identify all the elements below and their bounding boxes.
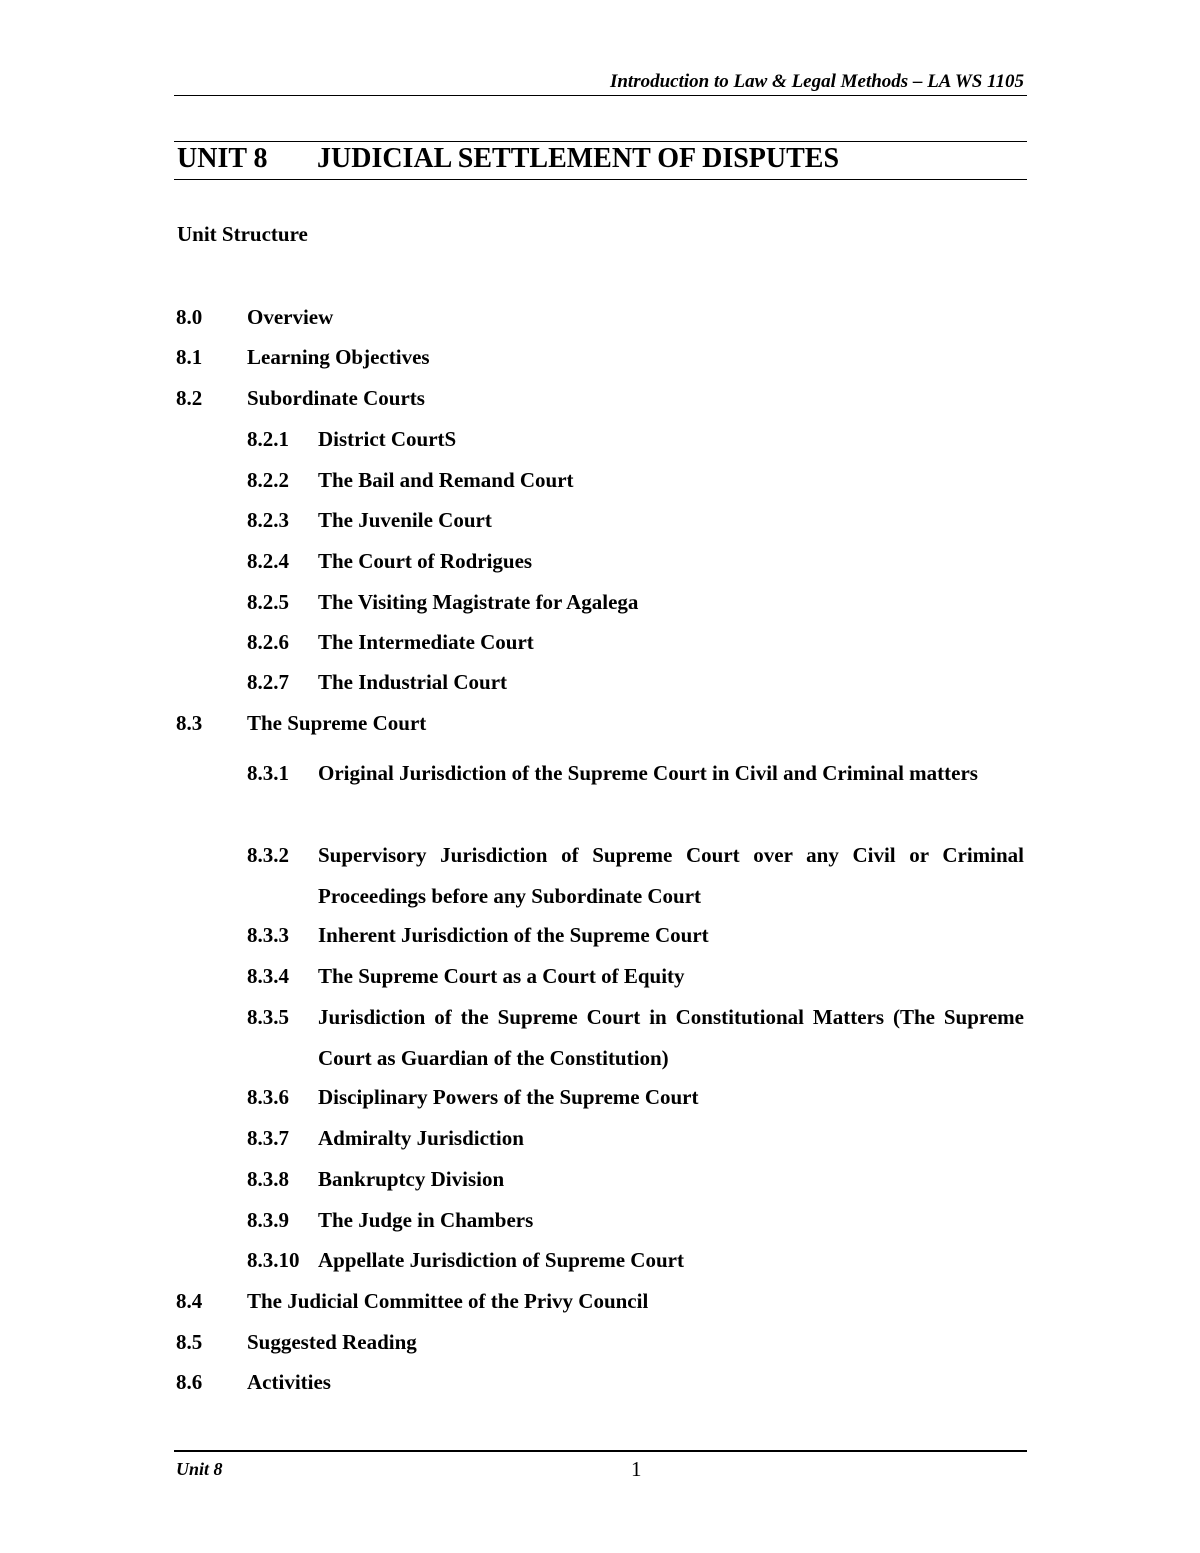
toc-title: The Industrial Court: [318, 670, 508, 694]
toc-number: 8.3: [176, 711, 203, 735]
toc-number: 8.2.2: [247, 468, 289, 492]
unit-title: [177, 143, 839, 175]
toc-number: 8.2.4: [247, 549, 289, 573]
toc-title: The Juvenile Court: [318, 508, 492, 532]
toc-number: 8.2.7: [247, 670, 289, 694]
toc-title: Inherent Jurisdiction of the Supreme Court: [318, 923, 709, 947]
title-bottom-rule: [174, 179, 1027, 180]
toc-number: 8.3.1: [247, 761, 289, 785]
toc-title: Learning Objectives: [247, 345, 430, 369]
toc-title: Admiralty Jurisdiction: [318, 1126, 524, 1150]
toc-number: 8.2.5: [247, 590, 289, 614]
toc-number: 8.2: [176, 386, 203, 410]
toc-title: The Bail and Remand Court: [318, 468, 574, 492]
toc-number: 8.3.10: [247, 1248, 300, 1272]
toc-title: District CourtS: [318, 427, 457, 451]
toc-title: The Judicial Committee of the Privy Council: [247, 1289, 649, 1313]
toc-number: 8.3.6: [247, 1085, 289, 1109]
toc-title: Subordinate Courts: [247, 386, 425, 410]
toc-title: Original Jurisdiction of the Supreme Court in Civil and Criminal matters: [318, 761, 978, 785]
header-rule: [174, 95, 1027, 96]
toc-title: Suggested Reading: [247, 1330, 417, 1354]
toc-number: 8.2.3: [247, 508, 289, 532]
toc-number: 8.3.8: [247, 1167, 289, 1191]
toc-title: Bankruptcy Division: [318, 1167, 505, 1191]
toc-number: 8.6: [176, 1370, 203, 1394]
toc-number: 8.3.3: [247, 923, 289, 947]
toc-number: 8.3.2: [247, 843, 289, 867]
toc-number: 8.3.9: [247, 1208, 289, 1232]
toc-title: The Judge in Chambers: [318, 1208, 534, 1232]
unit-structure-heading: Unit Structure: [177, 222, 308, 246]
toc-number: 8.3.4: [247, 964, 289, 988]
footer-rule: [174, 1450, 1027, 1452]
toc-title: Appellate Jurisdiction of Supreme Court: [318, 1248, 684, 1272]
toc-title: The Supreme Court: [247, 711, 427, 735]
toc-title: Supervisory Jurisdiction of Supreme Court over any Civil or Criminal Proceedings before any Subordinate Court: [318, 843, 1024, 908]
toc-title: The Court of Rodrigues: [318, 549, 533, 573]
toc-title: Overview: [247, 305, 334, 329]
unit-title-text: JUDICIAL SETTLEMENT OF DISPUTES: [317, 143, 840, 174]
page-number: 1: [631, 1457, 642, 1481]
toc-number: 8.3.5: [247, 1005, 289, 1029]
toc-title: Disciplinary Powers of the Supreme Court: [318, 1085, 699, 1109]
toc-title: Activities: [247, 1370, 331, 1394]
footer-unit-label: Unit 8: [176, 1459, 223, 1479]
unit-number: UNIT 8: [177, 143, 268, 174]
toc-number: 8.1: [176, 345, 203, 369]
toc-title: The Intermediate Court: [318, 630, 534, 654]
toc-title: The Supreme Court as a Court of Equity: [318, 964, 685, 988]
toc-title: Jurisdiction of the Supreme Court in Constitutional Matters (The Supreme Court as Guardian of the Constitution): [318, 1005, 1024, 1070]
toc-title: The Visiting Magistrate for Agalega: [318, 590, 639, 614]
running-header: Introduction to Law & Legal Methods – LA WS 1105: [609, 71, 1024, 92]
toc-number: 8.3.7: [247, 1126, 289, 1150]
toc-number: 8.4: [176, 1289, 203, 1313]
title-top-rule: [174, 141, 1027, 142]
toc-number: 8.2.1: [247, 427, 289, 451]
toc-number: 8.0: [176, 305, 203, 329]
toc-number: 8.5: [176, 1330, 203, 1354]
toc-number: 8.2.6: [247, 630, 289, 654]
